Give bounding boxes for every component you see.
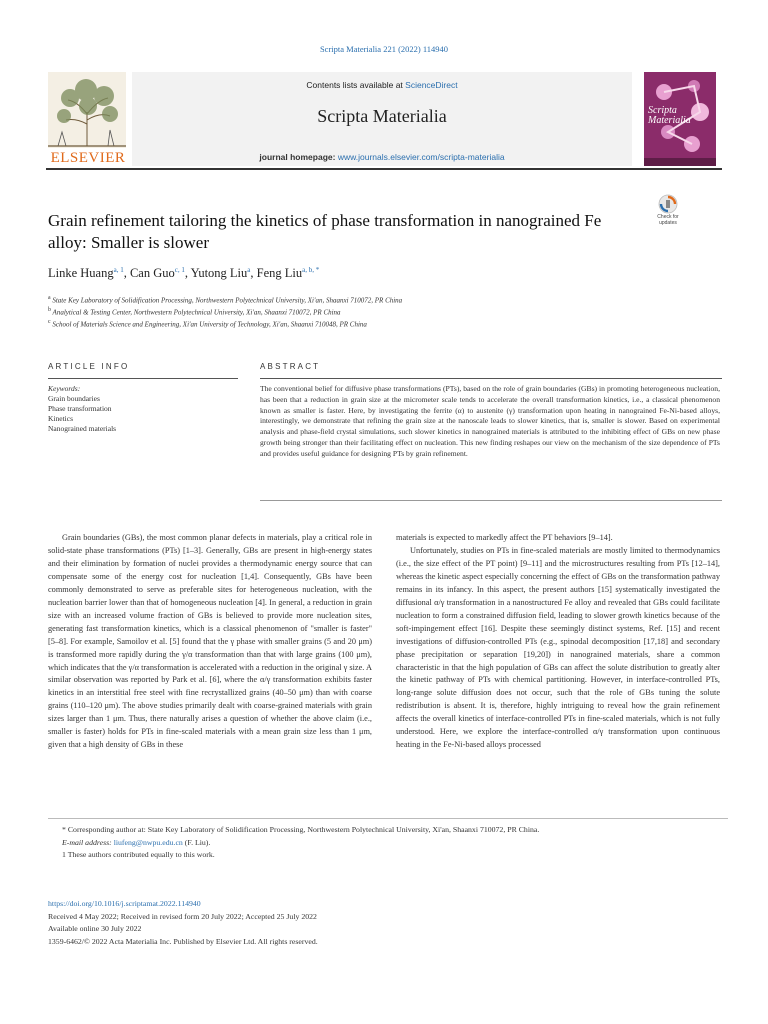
contents-prefix: Contents lists available at	[306, 80, 406, 90]
keyword-item: Kinetics	[48, 414, 73, 423]
keyword-item: Nanograined materials	[48, 424, 117, 433]
email-link[interactable]: liufeng@nwpu.edu.cn	[113, 837, 183, 847]
article-meta	[48, 898, 318, 948]
author-affil-marker[interactable]: c, 1	[174, 266, 185, 274]
affiliation-text: School of Materials Science and Engineering, Xi'an University of Technology, Xi'an, Shaanxi 710048, PR China	[52, 320, 367, 329]
affiliation-b	[48, 307, 341, 316]
affiliation-text: Analytical & Testing Center, Northwestern Polytechnical University, Xi'an, Shaanxi 710072, PR China	[52, 308, 341, 317]
email-label: E-mail address:	[62, 837, 112, 847]
keyword-item: Grain boundaries	[48, 394, 100, 403]
affiliation-marker: a	[48, 295, 51, 301]
keyword-item: Phase transformation	[48, 404, 112, 413]
footnotes	[48, 824, 728, 862]
keywords-label: Keywords:	[48, 384, 81, 393]
journal-homepage-line	[132, 152, 632, 162]
body-column-right	[396, 532, 720, 752]
received-dates: Received 4 May 2022; Received in revised form 20 July 2022; Accepted 25 July 2022	[48, 911, 317, 921]
author-name[interactable]: Can Guo	[129, 266, 175, 281]
available-online: Available online 30 July 2022	[48, 924, 142, 933]
check-updates-label: Check for updates	[657, 214, 679, 226]
check-for-updates-badge[interactable]	[648, 194, 688, 232]
body-paragraph: materials is expected to markedly affect the PT behaviors [9–14].	[396, 533, 613, 542]
body-paragraph: Unfortunately, studies on PTs in fine-scaled materials are mostly limited to thermodynamics (i.e., the size effect of the PT point) [9–11] and the microstructures resulting from PTs [12–14], whereas the kinetic aspect especially concerning the effect of GBs on the transformation pathway remains in its infancy. In this aspect, the present authors [15] systematically investigated the diffusional α/γ transformation in a nanostructured Fe alloy and revealed that GBs could facilitate nucleation to form a constrained diffusion field, leading to slower growth kinetics because of the soft-impingement effect [16]. Despite these seemingly distinct systems, Ref. [15] and recent investigations of diffusion-controlled PTs (e.g., spinodal decomposition [17,18] and secondary phase precipitation or separation [19,20]) in nanograined materials, share a common characteristic in that the high population of GBs can affect the solute distribution to greatly alter the kinetic pathway of PTs with chemical partitioning. However, in interface-controlled PTs, long-range solute diffusion does not occur, such that the role of GBs tuning the solute redistribution is absent. It is, therefore, highly intriguing to reveal how the grain refinement affects the overall kinetics of interface-controlled PTs in fine-scaled materials, which is not fully understood. Here, we explore the interface-controlled α/γ transformation upon continuous heating in the Fe-Ni-based alloys processed	[396, 545, 720, 750]
article-info-rule	[48, 378, 238, 379]
publisher-name: ELSEVIER	[50, 150, 126, 166]
corresponding-author-note: * Corresponding author at: State Key Laboratory of Solidification Processing, Northwestern Polytechnical University, Xi'an, Shaanxi 710072, PR China.	[62, 825, 540, 834]
homepage-link[interactable]: www.journals.elsevier.com/scripta-materialia	[337, 152, 505, 162]
author-name[interactable]: Linke Huang	[48, 266, 114, 281]
email-suffix: (F. Liu).	[184, 837, 211, 847]
keywords-block	[48, 384, 116, 434]
elsevier-logo	[48, 72, 128, 164]
equal-contribution-note: 1 These authors contributed equally to this work.	[62, 850, 215, 859]
author-list: Linke Huang$^{a, 1}$, Can Guo$^{c, 1}$, Yutong Liu$^a$, Feng Liu$^{a, b, *}$	[48, 266, 320, 281]
affiliation-c	[48, 319, 367, 328]
author-affil-marker[interactable]: a, b, *	[302, 266, 320, 274]
affiliation-marker: c	[48, 319, 51, 325]
body-column-left: Grain boundaries (GBs), the most common planar defects in materials, play a critical role in solid-state phase transformations (PTs) [1–3]. Generally, GBs are present in high-energy states and their elimination by formation of nuclei provides a thermodynamic energy source that can compensate some of the energy cost for nucleation [1,4]. Consequently, GBs have been commonly demonstrated to serve as preferable sites for heterogeneous nucleation, with the nucleation barrier lower than that of homogeneous nucleation [4]. In general, a reduction in grain size with an increased volume fraction of GBs is believed to provide more nucleation sites, generating fast transformation kinetics, which is a classical phenomenon of "smaller is faster" [5–8]. For example, Samoilov et al. [5] found that the γ phase with smaller grains (5 and 20 μm) is transformed more rapidly during the γ/α transformation than that with large grains (100 μm), which indicates that the γ/α transformation is accelerated with a reduction in the original γ size. A similar observation was reported by Park et al. [6], where the α/γ transformation exhibits faster kinetics in an interstitial free steel with fine recrystallized grains (40–50 μm) than with coarse grains (110–120 μm). The above studies primarily dealt with coarse-grained materials with grain sizes larger than 1 μm. Thus, there naturally arises a question of whether the above claim (i.e., smaller is faster) holds for PTs in fine-scaled materials with a mean grain size less than 1 μm, given that a high density of GBs in these	[48, 533, 372, 750]
article-title: Grain refinement tailoring the kinetics of phase transformation in nanograined Fe alloy: Smaller is slower	[48, 211, 602, 252]
check-updates-icon	[648, 194, 688, 216]
affiliation-a	[48, 295, 402, 304]
footnote-divider	[48, 818, 728, 819]
affiliation-marker: b	[48, 307, 51, 313]
homepage-label: journal homepage:	[259, 152, 336, 162]
abstract-text: The conventional belief for diffusive phase transformations (PTs), based on the role of grain boundaries (GBs) in promoting heterogeneous nucleation, has been that a reduction in grain size at the micrometer scale tends to accelerate the overall transformation kinetics, i.e., a classical phenomenon known as smaller is faster. Here, by investigating the ferrite (α) to austenite (γ) transformation upon heating in nanograined Fe-Ni-based alloys, interestingly, we demonstrate that refining the grain size at the nanoscale leads to slower kinetics, that is, smaller is slower. Based on experimental analysis and phase-field crystal simulations, such slower kinetics in nanograined materials is attributed to the inhibiting effect of GBs on new phase growth being stronger than their facilitating effect on nucleation. This new finding reshapes our view on the mechanism of the size dependence of PTs and provides useful guidance for designing PTs by grain refinement.	[260, 384, 720, 458]
abstract-rule	[260, 378, 722, 379]
journal-cover-image	[644, 72, 716, 166]
sciencedirect-link[interactable]: ScienceDirect	[405, 80, 458, 90]
doi-link[interactable]: https://doi.org/10.1016/j.scriptamat.2022.114940	[48, 899, 201, 908]
contents-available-line	[132, 80, 632, 90]
elsevier-tree-icon	[48, 72, 126, 148]
journal-citation[interactable]: Scripta Materialia 221 (2022) 114940	[319, 44, 449, 54]
author-name[interactable]: Yutong Liu	[190, 266, 248, 281]
journal-name: Scripta Materialia	[317, 106, 447, 126]
abstract-heading: ABSTRACT	[260, 362, 321, 371]
abstract-bottom-rule	[260, 500, 722, 501]
copyright-line: 1359-6462/© 2022 Acta Materialia Inc. Published by Elsevier Ltd. All rights reserved.	[48, 936, 318, 946]
article-info-heading: ARTICLE INFO	[48, 362, 130, 371]
cover-title: Scripta Materialia	[648, 105, 691, 126]
header-divider	[46, 168, 722, 170]
author-affil-marker[interactable]: a	[247, 266, 251, 274]
author-affil-marker[interactable]: a, 1	[113, 266, 124, 274]
affiliation-text: State Key Laboratory of Solidification Processing, Northwestern Polytechnical University, Xi'an, Shaanxi 710072, PR China	[52, 296, 403, 305]
author-name[interactable]: Feng Liu	[256, 266, 303, 281]
email-note	[48, 837, 728, 850]
